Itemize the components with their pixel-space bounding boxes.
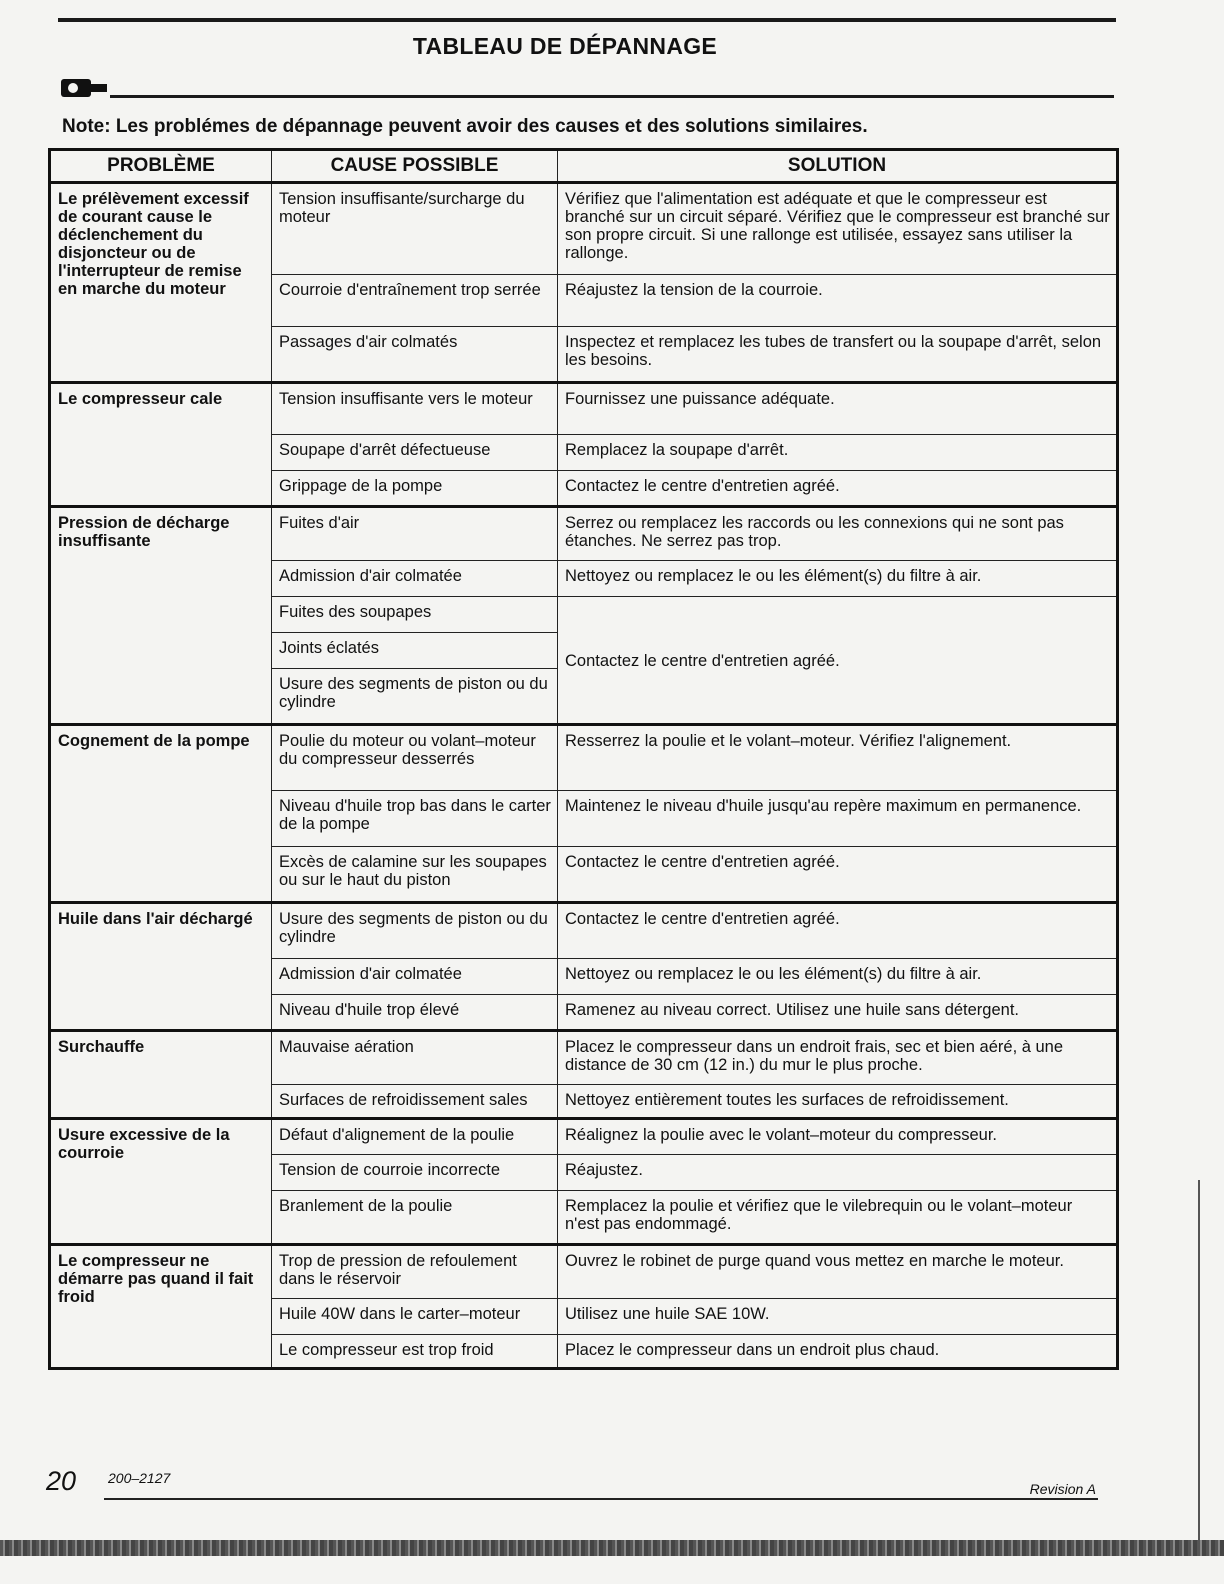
problem-cell: Surchauffe: [50, 1031, 272, 1119]
cause-cell: Usure des segments de piston ou du cylindre: [272, 669, 558, 725]
note-hand-icon: [60, 77, 108, 99]
table-row: [50, 383, 1118, 435]
solution-cell: Contactez le centre d'entretien agréé.: [558, 597, 1118, 725]
cause-cell: Passages d'air colmatés: [272, 327, 558, 383]
solution-cell: Contactez le centre d'entretien agréé.: [558, 471, 1118, 507]
cause-cell: Usure des segments de piston ou du cylindre: [272, 903, 558, 959]
cause-cell: Défaut d'alignement de la poulie: [272, 1119, 558, 1155]
cause-cell: Le compresseur est trop froid: [272, 1335, 558, 1369]
revision-label: Revision A: [1029, 1481, 1096, 1497]
header-cause: CAUSE POSSIBLE: [272, 150, 558, 183]
cause-cell: Joints éclatés: [272, 633, 558, 669]
cause-cell: Admission d'air colmatée: [272, 959, 558, 995]
problem-cell: Le prélèvement excessif de courant cause le déclenchement du disjoncteur ou de l'interrupteur de remise en marche du moteur: [50, 183, 272, 383]
cause-cell: Fuites d'air: [272, 507, 558, 561]
table-row: [50, 725, 1118, 791]
solution-cell: Placez le compresseur dans un endroit frais, sec et bien aéré, à une distance de 30 cm (12 in.) du mur le plus proche.: [558, 1031, 1118, 1085]
solution-cell: Ouvrez le robinet de purge quand vous mettez en marche le moteur.: [558, 1245, 1118, 1299]
header-solution: SOLUTION: [558, 150, 1118, 183]
solution-cell: Remplacez la poulie et vérifiez que le vilebrequin ou le volant–moteur n'est pas endommagé.: [558, 1191, 1118, 1245]
solution-cell: Réalignez la poulie avec le volant–moteur du compresseur.: [558, 1119, 1118, 1155]
solution-cell: Utilisez une huile SAE 10W.: [558, 1299, 1118, 1335]
table-row: [50, 1119, 1118, 1155]
problem-cell: Pression de décharge insuffisante: [50, 507, 272, 725]
cause-cell: Surfaces de refroidissement sales: [272, 1085, 558, 1119]
note-text: Note: Les problémes de dépannage peuvent avoir des causes et des solutions similaires.: [62, 116, 868, 137]
cause-cell: Poulie du moteur ou volant–moteur du compresseur desserrés: [272, 725, 558, 791]
solution-cell: Nettoyez ou remplacez le ou les élément(s) du filtre à air.: [558, 561, 1118, 597]
cause-cell: Admission d'air colmatée: [272, 561, 558, 597]
problem-cell: Cognement de la pompe: [50, 725, 272, 903]
solution-cell: Remplacez la soupape d'arrêt.: [558, 435, 1118, 471]
solution-cell: Placez le compresseur dans un endroit plus chaud.: [558, 1335, 1118, 1369]
solution-cell: Vérifiez que l'alimentation est adéquate et que le compresseur est branché sur un circuit séparé. Vérifiez que le compresseur est branché sur son propre circuit. Si une rallonge est utilisée, essayez sans utiliser la rallonge.: [558, 183, 1118, 275]
cause-cell: Courroie d'entraînement trop serrée: [272, 275, 558, 327]
solution-cell: Contactez le centre d'entretien agréé.: [558, 847, 1118, 903]
table-row: [50, 183, 1118, 275]
solution-cell: Inspectez et remplacez les tubes de transfert ou la soupape d'arrêt, selon les besoins.: [558, 327, 1118, 383]
table-row: [50, 903, 1118, 959]
scan-edge: [1198, 1180, 1200, 1540]
solution-cell: Ramenez au niveau correct. Utilisez une huile sans détergent.: [558, 995, 1118, 1031]
solution-cell: Nettoyez entièrement toutes les surfaces de refroidissement.: [558, 1085, 1118, 1119]
page-number: 20: [46, 1466, 77, 1496]
problem-cell: Usure excessive de la courroie: [50, 1119, 272, 1245]
solution-cell: Réajustez.: [558, 1155, 1118, 1191]
table-row: [50, 1031, 1118, 1085]
solution-cell: Nettoyez ou remplacez le ou les élément(s) du filtre à air.: [558, 959, 1118, 995]
scan-band: [0, 1540, 1224, 1556]
cause-cell: Soupape d'arrêt défectueuse: [272, 435, 558, 471]
cause-cell: Mauvaise aération: [272, 1031, 558, 1085]
document-number: 200–2127: [108, 1470, 171, 1486]
page-title: TABLEAU DE DÉPANNAGE: [412, 33, 718, 59]
top-rule: [58, 18, 1116, 22]
cause-cell: Tension insuffisante vers le moteur: [272, 383, 558, 435]
solution-cell: Contactez le centre d'entretien agréé.: [558, 903, 1118, 959]
table-header-row: [50, 150, 1118, 183]
table-row: [50, 1245, 1118, 1299]
problem-cell: Huile dans l'air déchargé: [50, 903, 272, 1031]
header-problem: PROBLÈME: [50, 150, 272, 183]
cause-cell: Tension insuffisante/surcharge du moteur: [272, 183, 558, 275]
note-rule: [110, 95, 1114, 98]
cause-cell: Grippage de la pompe: [272, 471, 558, 507]
solution-cell: Réajustez la tension de la courroie.: [558, 275, 1118, 327]
solution-cell: Maintenez le niveau d'huile jusqu'au repère maximum en permanence.: [558, 791, 1118, 847]
cause-cell: Niveau d'huile trop bas dans le carter de la pompe: [272, 791, 558, 847]
solution-cell: Resserrez la poulie et le volant–moteur. Vérifiez l'alignement.: [558, 725, 1118, 791]
problem-cell: Le compresseur cale: [50, 383, 272, 507]
table-row: [50, 507, 1118, 561]
cause-cell: Branlement de la poulie: [272, 1191, 558, 1245]
solution-cell: Serrez ou remplacez les raccords ou les connexions qui ne sont pas étanches. Ne serrez pas trop.: [558, 507, 1118, 561]
cause-cell: Trop de pression de refoulement dans le réservoir: [272, 1245, 558, 1299]
cause-cell: Tension de courroie incorrecte: [272, 1155, 558, 1191]
solution-cell: Fournissez une puissance adéquate.: [558, 383, 1118, 435]
cause-cell: Huile 40W dans le carter–moteur: [272, 1299, 558, 1335]
footer-rule: [104, 1498, 1098, 1500]
cause-cell: Niveau d'huile trop élevé: [272, 995, 558, 1031]
cause-cell: Excès de calamine sur les soupapes ou sur le haut du piston: [272, 847, 558, 903]
cause-cell: Fuites des soupapes: [272, 597, 558, 633]
problem-cell: Le compresseur ne démarre pas quand il fait froid: [50, 1245, 272, 1369]
troubleshooting-table: [48, 148, 1119, 1370]
